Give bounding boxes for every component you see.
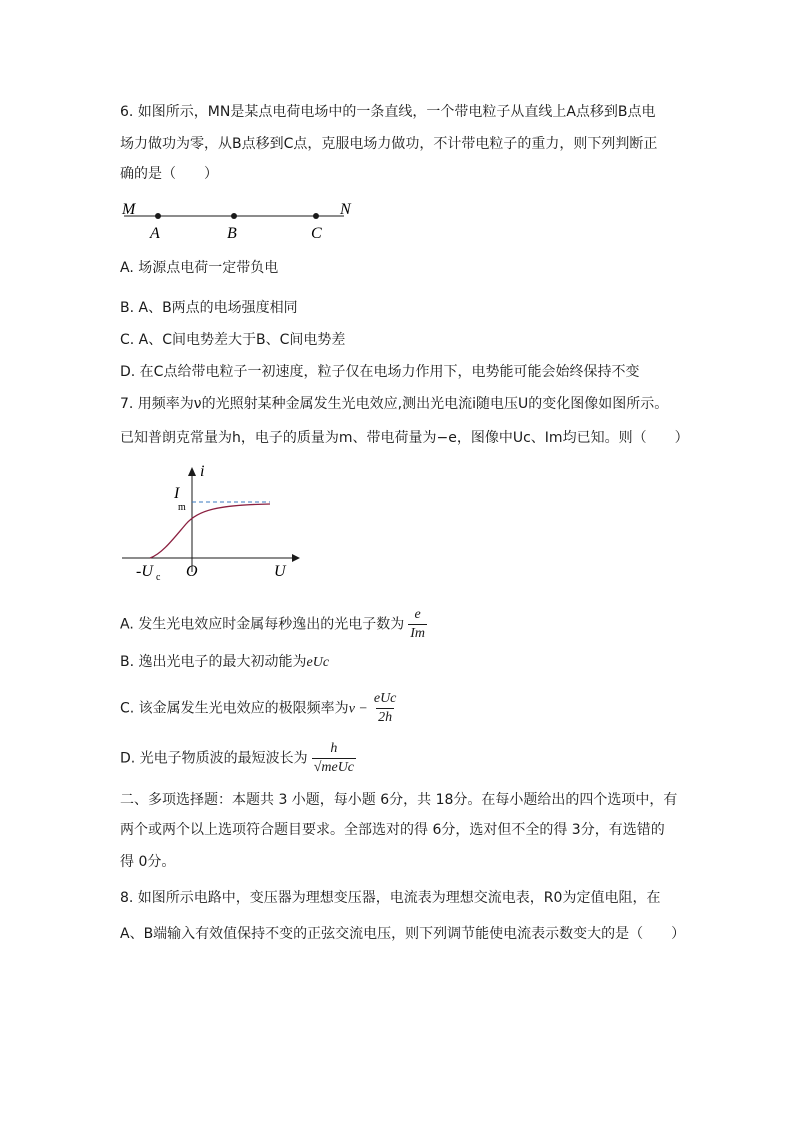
q7-option-c-num: eUc xyxy=(373,691,397,706)
label-n: N xyxy=(340,201,351,218)
q8-line-1: 8. 如图所示电路中，变压器为理想变压器，电流表为理想交流电表，R0为定值电阻，在 xyxy=(120,890,661,906)
q7-option-c xyxy=(120,690,398,727)
neg-uc-label: -U xyxy=(136,563,153,580)
y-axis-label: i xyxy=(200,463,205,480)
q7-option-a xyxy=(120,606,427,643)
q7-option-d-text: D. 光电子物质波的最短波长为 xyxy=(120,750,308,767)
section2-line-2: 两个或两个以上选项符合题目要求。全部选对的得 6分，选对但不全的得 3分，有选错的 xyxy=(120,822,665,838)
label-m: M xyxy=(122,201,136,218)
label-b: B xyxy=(227,225,237,242)
q7-option-b xyxy=(120,652,329,673)
x-axis-label: U xyxy=(274,563,286,580)
q7-option-d xyxy=(120,740,356,777)
point-c-dot xyxy=(313,213,319,219)
q6-option-b: B. A、B两点的电场强度相同 xyxy=(120,300,298,316)
q7-option-b-expr: eUc xyxy=(306,655,330,670)
q8-line-2: A、B端输入有效值保持不变的正弦交流电压，则下列调节能使电流表示数变大的是（ ） xyxy=(120,926,686,942)
q6-figure-line-mn xyxy=(118,198,358,246)
q7-line-1: 7. 用频率为ν的光照射某种金属发生光电效应,测出光电流i随电压U的变化图像如图所示。 xyxy=(120,396,669,412)
q7-photocurrent-graph xyxy=(118,462,308,582)
q6-line-3: 确的是（ ） xyxy=(120,166,218,182)
q7-option-d-den: √meUc xyxy=(313,760,355,775)
q7-option-d-num: h xyxy=(330,741,338,756)
point-a-dot xyxy=(155,213,161,219)
point-b-dot xyxy=(231,213,237,219)
label-c: C xyxy=(311,225,322,242)
q7-option-c-den: 2h xyxy=(378,710,393,725)
q6-option-d: D. 在C点给带电粒子一初速度，粒子仅在电场力作用下，电势能可能会始终保持不变 xyxy=(120,364,640,380)
section2-line-3: 得 0分。 xyxy=(120,854,176,870)
q7-option-d-fraction xyxy=(312,740,356,777)
q7-option-a-fraction xyxy=(408,606,427,643)
q7-option-c-fraction xyxy=(372,690,399,727)
origin-label: O xyxy=(186,563,198,580)
q6-line-1: 6. 如图所示，MN是某点电荷电场中的一条直线，一个带电粒子从直线上A点移到B点电 xyxy=(120,104,656,120)
q7-option-a-num: e xyxy=(414,607,421,622)
q7-line-2: 已知普朗克常量为h，电子的质量为m、带电荷量为−e，图像中Uc、Im均已知。则（ ） xyxy=(120,430,689,446)
neg-uc-label-sub: c xyxy=(156,572,161,583)
q7-option-a-text: A. 发生光电效应时金属每秒逸出的光电子数为 xyxy=(120,616,405,633)
q7-option-c-text: C. 该金属发生光电效应的极限频率为 xyxy=(120,700,349,717)
q7-option-a-den: Im xyxy=(410,626,426,641)
q6-option-c: C. A、C间电势差大于B、C间电势差 xyxy=(120,332,346,348)
im-label-sub: m xyxy=(178,502,186,513)
im-label: I xyxy=(174,485,180,502)
q6-option-a: A. 场源点电荷一定带负电 xyxy=(120,260,279,276)
q7-option-c-pre: ν − xyxy=(348,701,368,717)
q7-option-b-text: B. 逸出光电子的最大初动能为 xyxy=(120,654,307,670)
section2-line-1: 二、多项选择题：本题共 3 小题，每小题 6分，共 18分。在每小题给出的四个选项中，有 xyxy=(120,792,678,808)
q6-line-2: 场力做功为零，从B点移到C点，克服电场力做功，不计带电粒子的重力，则下列判断正 xyxy=(120,136,658,152)
label-a: A xyxy=(150,225,160,242)
